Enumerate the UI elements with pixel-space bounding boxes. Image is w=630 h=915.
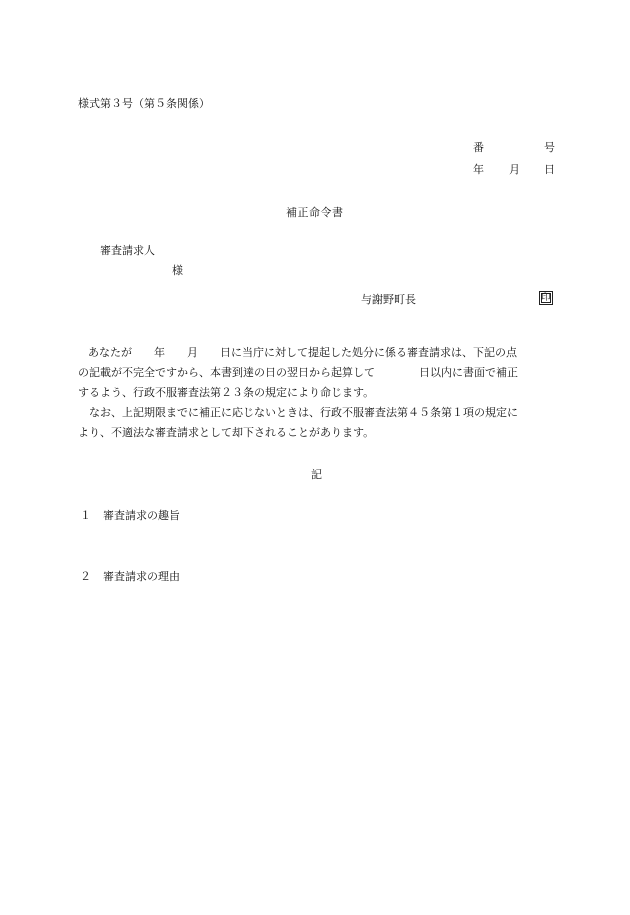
form-number: 様式第３号（第５条関係） [78,97,210,110]
body-paragraph-1-line-2: の記載が不完全ですから、本書到達の日の翌日から起算して 日以内に書面で補正 [78,366,518,379]
body-paragraph-1-line-1: あなたが 年 月 日に当庁に対して提起した処分に係る審査請求は、下記の点 [88,346,517,359]
item-number: ２ [80,570,91,583]
document-number-suffix: 号 [544,141,555,154]
date-day: 日 [544,163,555,176]
seal-icon [539,291,553,305]
list-item [80,510,180,521]
document-title: 補正命令書 [286,206,344,219]
date-year: 年 [473,163,484,176]
body-paragraph-1-line-3: するよう、行政不服審査法第２３条の規定により命じます。 [78,386,375,399]
item-label: 審査請求の趣旨 [103,509,180,522]
date-month: 月 [509,163,520,176]
item-label: 審査請求の理由 [103,570,180,583]
list-item [80,571,180,582]
item-number: １ [80,509,91,522]
seal-text: 印 [541,293,551,303]
body-paragraph-2-line-2: より、不適法な審査請求として却下されることがあります。 [78,426,375,439]
document-number-label: 番 [473,141,484,154]
body-paragraph-2-line-1: なお、上記期限までに補正に応じないときは、行政不服審査法第４５条第１項の規定に [78,406,518,419]
issuer-name: 与謝野町長 [361,293,416,306]
addressee-honorific: 様 [172,264,183,277]
ki-heading: 記 [311,468,322,481]
addressee-label: 審査請求人 [100,244,155,257]
